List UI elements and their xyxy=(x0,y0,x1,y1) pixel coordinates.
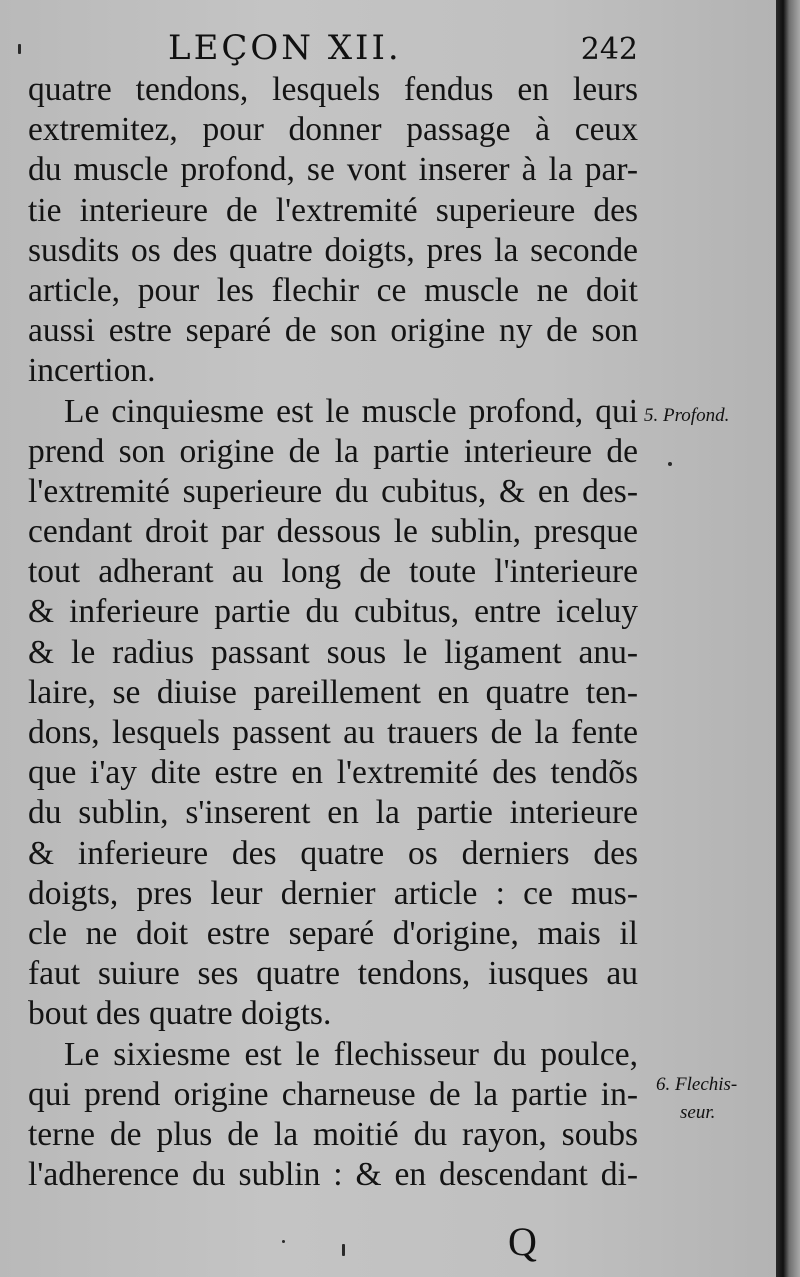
text-line: qui prend origine charneuse de la partie in- xyxy=(28,1075,638,1113)
text-line: incertion. xyxy=(28,352,156,390)
text-line: l'adherence du sublin : & en descendant di- xyxy=(28,1156,638,1194)
text-line: extremitez, pour donner passage à ceux xyxy=(28,111,638,149)
ink-speck xyxy=(668,462,672,466)
catchword: Q xyxy=(508,1219,537,1264)
text-line: du sublin, s'inserent en la partie interieure xyxy=(28,794,638,832)
text-line: terne de plus de la moitié du rayon, soubs xyxy=(28,1115,638,1153)
margin-note-flechisseur: 6. Flechis- xyxy=(656,1074,738,1095)
text-line: faut suiure ses quatre tendons, iusques au xyxy=(28,955,638,993)
body-text xyxy=(28,70,638,1195)
paragraph-start-line: Le sixiesme est le flechisseur du poulce, xyxy=(64,1035,638,1073)
text-line: doigts, pres leur dernier article : ce mus- xyxy=(28,874,638,912)
text-line: l'extremité superieure du cubitus, & en des- xyxy=(28,472,638,510)
text-line: tie interieure de l'extremité superieure des xyxy=(28,191,638,229)
ink-speck xyxy=(18,44,21,54)
page-header xyxy=(168,28,638,72)
ink-speck xyxy=(342,1244,345,1256)
text-line: laire, se diuise pareillement en quatre ten- xyxy=(28,673,638,711)
text-line: & inferieure partie du cubitus, entre iceluy xyxy=(28,593,638,631)
text-line: cle ne doit estre separé d'origine, mais il xyxy=(28,914,638,952)
text-line: du muscle profond, se vont inserer à la par- xyxy=(28,151,638,189)
text-line: bout des quatre doigts. xyxy=(28,995,332,1033)
running-title: LEÇON XII. xyxy=(168,28,402,68)
text-line: prend son origine de la partie interieure de xyxy=(28,432,638,470)
page-number: 242 xyxy=(580,32,638,67)
text-line: que i'ay dite estre en l'extremité des tendõs xyxy=(28,754,638,792)
margin-note-flechisseur-cont: seur. xyxy=(680,1102,716,1123)
margin-note-profond: 5. Profond. xyxy=(644,405,730,426)
text-line: & inferieure des quatre os derniers des xyxy=(28,834,638,872)
text-line: susdits os des quatre doigts, pres la seconde xyxy=(28,231,638,269)
text-line: article, pour les flechir ce muscle ne doit xyxy=(28,271,638,309)
text-line: quatre tendons, lesquels fendus en leurs xyxy=(28,71,638,108)
text-line: & le radius passant sous le ligament anu- xyxy=(28,633,638,671)
ink-speck xyxy=(282,1240,285,1243)
text-line: dons, lesquels passent au trauers de la fente xyxy=(28,714,638,751)
text-line: aussi estre separé de son origine ny de son xyxy=(28,312,638,350)
text-line: tout adherant au long de toute l'interieure xyxy=(28,553,638,591)
page-gutter-edge xyxy=(776,0,800,1277)
text-line: cendant droit par dessous le sublin, presque xyxy=(28,513,638,551)
paragraph-start-line: Le cinquiesme est le muscle profond, qui xyxy=(64,392,638,430)
